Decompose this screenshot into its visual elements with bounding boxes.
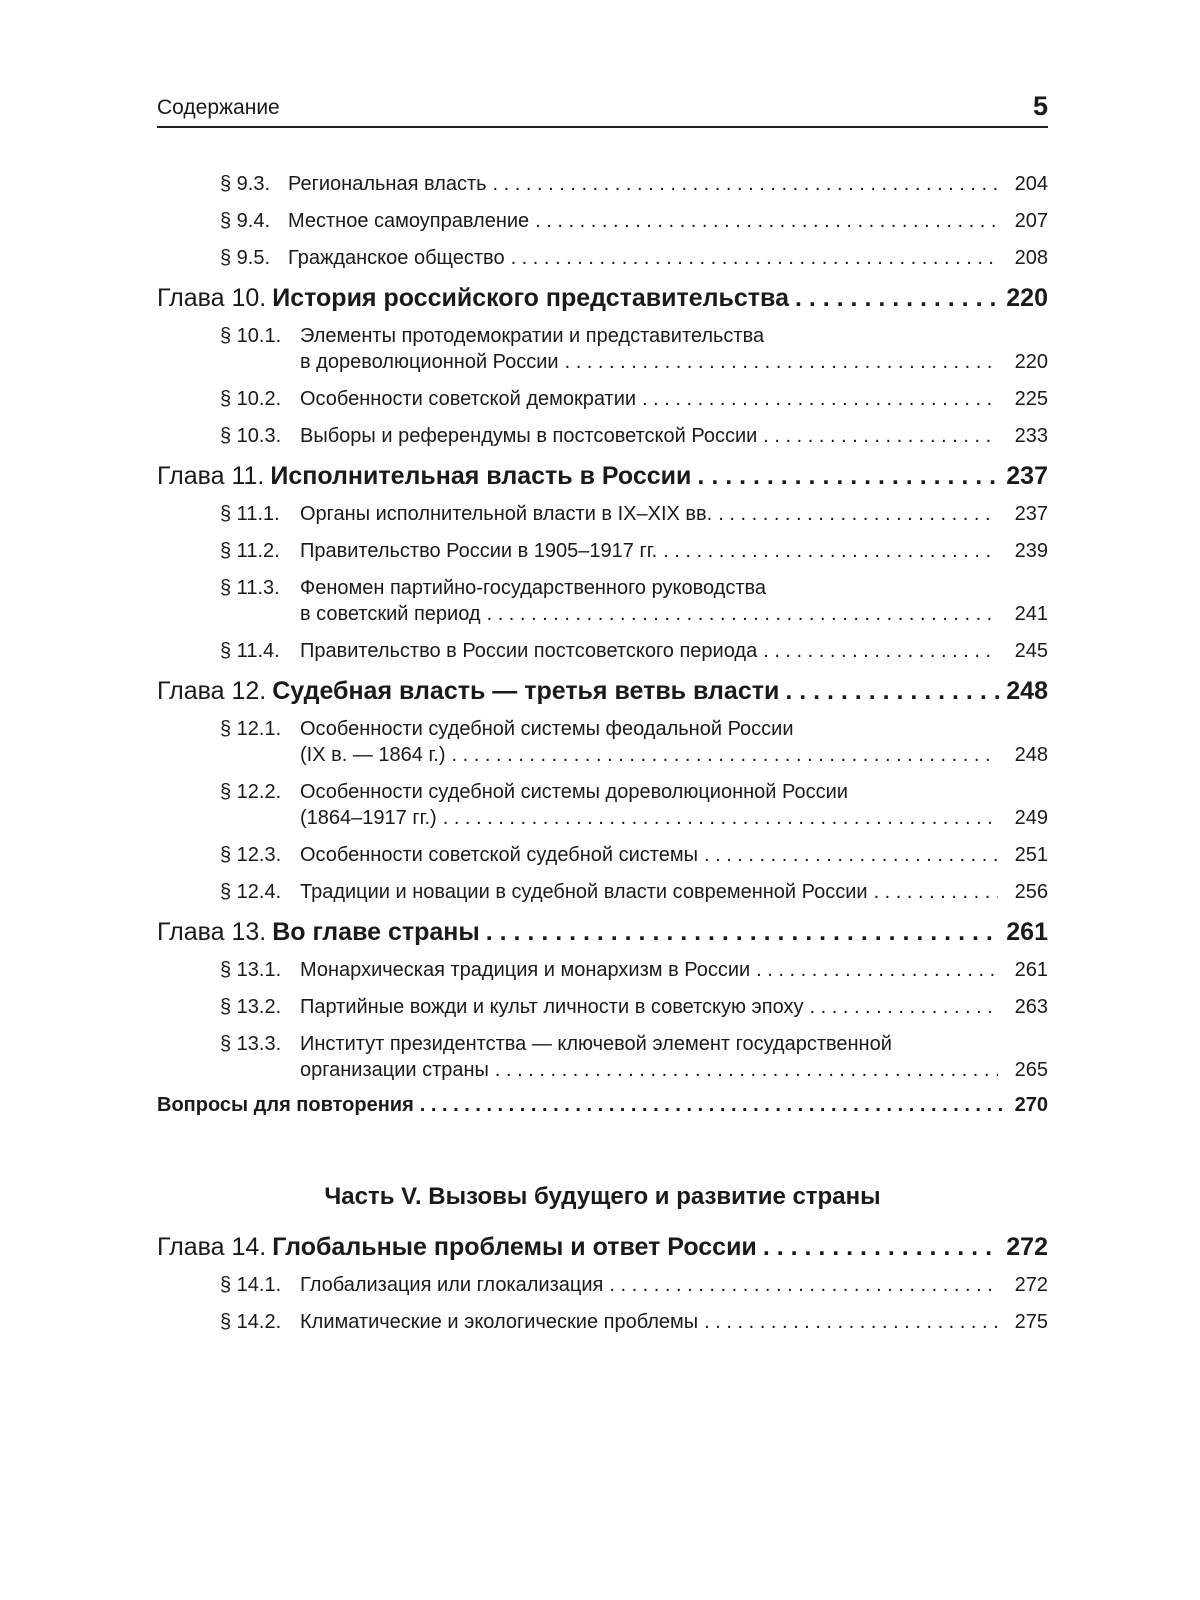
section-number: § 12.2. <box>220 781 282 803</box>
section-number: § 10.2. <box>220 388 282 410</box>
section-title: Особенности советской судебной системы <box>300 844 698 866</box>
dot-leader <box>565 351 998 374</box>
dot-leader <box>795 284 1000 313</box>
dot-leader <box>704 1311 998 1334</box>
section-title-line2: в советский период <box>300 603 481 625</box>
toc-section-9-3[interactable] <box>220 173 1048 196</box>
section-title-line2: организации страны <box>300 1059 489 1081</box>
chapter-title: Глобальные проблемы и ответ России <box>272 1233 757 1261</box>
toc-chapter-10[interactable] <box>157 284 1048 313</box>
dot-leader <box>420 1094 1009 1117</box>
section-page: 204 <box>1014 173 1048 195</box>
dot-leader <box>874 881 998 904</box>
toc-section-9-4[interactable] <box>220 210 1048 233</box>
chapter-label: Глава 10. <box>157 284 267 312</box>
section-number: § 9.5. <box>220 247 271 269</box>
section-page: 272 <box>1014 1274 1048 1296</box>
section-number: § 11.3. <box>220 577 280 599</box>
section-title-line1: Институт президентства — ключевой элемент государственной <box>300 1033 892 1055</box>
dot-leader <box>718 503 998 526</box>
toc-section-12-4[interactable] <box>220 881 1048 904</box>
toc-section-11-1[interactable] <box>220 503 1048 526</box>
section-title: Глобализация или глокализация <box>300 1274 604 1296</box>
toc-section-11-3[interactable] <box>220 577 1048 626</box>
toc-section-10-3[interactable] <box>220 425 1048 448</box>
section-title: Выборы и референдумы в постсоветской России <box>300 425 758 447</box>
section-title: Особенности советской демократии <box>300 388 637 410</box>
toc-section-13-2[interactable] <box>220 996 1048 1019</box>
dot-leader <box>487 603 998 626</box>
section-title: Органы исполнительной власти в IX–XIX вв. <box>300 503 713 525</box>
toc-section-14-1[interactable] <box>220 1274 1048 1297</box>
section-title-line1: Особенности судебной системы феодальной России <box>300 718 794 740</box>
chapter-page: 248 <box>1006 677 1048 705</box>
toc-section-10-2[interactable] <box>220 388 1048 411</box>
running-title: Содержание <box>157 96 280 119</box>
dot-leader <box>763 425 998 448</box>
section-number: § 9.3. <box>220 173 271 195</box>
section-page: 237 <box>1014 503 1048 525</box>
dot-leader <box>452 744 998 767</box>
page-number: 5 <box>1032 91 1048 121</box>
chapter-page: 261 <box>1006 918 1048 946</box>
section-number: § 14.2. <box>220 1311 282 1333</box>
section-title: Монархическая традиция и монархизм в России <box>300 959 751 981</box>
section-page: 261 <box>1014 959 1048 981</box>
page-header <box>157 92 1048 128</box>
section-title-line2: (1864–1917 гг.) <box>300 807 437 829</box>
section-number: § 13.1. <box>220 959 282 981</box>
section-number: § 14.1. <box>220 1274 282 1296</box>
dot-leader <box>809 996 998 1019</box>
section-page: 245 <box>1014 640 1048 662</box>
dot-leader <box>486 918 1001 947</box>
dot-leader <box>763 640 998 663</box>
section-title: Гражданское общество <box>288 247 505 269</box>
dot-leader <box>756 959 998 982</box>
toc-section-12-2[interactable] <box>220 781 1048 830</box>
chapter-label: Глава 12. <box>157 677 267 705</box>
section-number: § 10.3. <box>220 425 282 447</box>
section-number: § 9.4. <box>220 210 271 232</box>
dot-leader <box>609 1274 998 1297</box>
section-number: § 11.4. <box>220 640 280 662</box>
section-title: Правительство России в 1905–1917 гг. <box>300 540 658 562</box>
section-number: § 10.1. <box>220 325 282 347</box>
chapter-label: Глава 11. <box>157 462 265 490</box>
section-number: § 11.2. <box>220 540 280 562</box>
toc-section-12-3[interactable] <box>220 844 1048 867</box>
chapter-label: Глава 13. <box>157 918 267 946</box>
dot-leader <box>663 540 998 563</box>
toc-section-11-2[interactable] <box>220 540 1048 563</box>
dot-leader <box>642 388 998 411</box>
dot-leader <box>704 844 998 867</box>
chapter-title: Исполнительная власть в России <box>270 462 692 490</box>
chapter-page: 272 <box>1006 1233 1048 1261</box>
toc-chapter-11[interactable] <box>157 462 1048 491</box>
section-title-line1: Особенности судебной системы дореволюционной России <box>300 781 848 803</box>
chapter-page: 220 <box>1006 284 1048 312</box>
dot-leader <box>763 1233 1000 1262</box>
section-title: Региональная власть <box>288 173 487 195</box>
section-page: 239 <box>1014 540 1048 562</box>
section-number: § 12.1. <box>220 718 282 740</box>
section-page: 265 <box>1014 1059 1048 1081</box>
chapter-title: Судебная власть — третья ветвь власти <box>272 677 780 705</box>
toc-chapter-12[interactable] <box>157 677 1048 706</box>
section-page: 207 <box>1014 210 1048 232</box>
toc-chapter-13[interactable] <box>157 918 1048 947</box>
section-page: 241 <box>1014 603 1048 625</box>
review-title: Вопросы для повторения <box>157 1094 414 1116</box>
section-page: 208 <box>1014 247 1048 269</box>
section-title: Правительство в России постсоветского периода <box>300 640 758 662</box>
section-page: 249 <box>1014 807 1048 829</box>
section-page: 251 <box>1014 844 1048 866</box>
toc-section-11-4[interactable] <box>220 640 1048 663</box>
toc-review-questions[interactable] <box>157 1094 1048 1117</box>
chapter-title: Во главе страны <box>272 918 480 946</box>
section-page: 275 <box>1014 1311 1048 1333</box>
dot-leader <box>443 807 998 830</box>
chapter-label: Глава 14. <box>157 1233 267 1261</box>
toc-section-13-3[interactable] <box>220 1033 1048 1082</box>
section-number: § 12.4. <box>220 881 282 903</box>
dot-leader <box>493 173 998 196</box>
toc-section-14-2[interactable] <box>220 1311 1048 1334</box>
section-number: § 11.1. <box>220 503 280 525</box>
section-page: 225 <box>1014 388 1048 410</box>
section-page: 248 <box>1014 744 1048 766</box>
section-page: 256 <box>1014 881 1048 903</box>
section-title: Местное самоуправление <box>288 210 530 232</box>
section-title: Климатические и экологические проблемы <box>300 1311 699 1333</box>
section-title-line2: (IX в. — 1864 г.) <box>300 744 446 766</box>
section-page: 263 <box>1014 996 1048 1018</box>
section-number: § 13.3. <box>220 1033 282 1055</box>
section-title-line1: Элементы протодемократии и представительства <box>300 325 765 347</box>
dot-leader <box>697 462 1000 491</box>
review-page: 270 <box>1014 1094 1048 1116</box>
dot-leader <box>511 247 998 270</box>
chapter-title: История российского представительства <box>272 284 789 312</box>
section-number: § 12.3. <box>220 844 282 866</box>
section-page: 233 <box>1014 425 1048 447</box>
section-number: § 13.2. <box>220 996 282 1018</box>
chapter-page: 237 <box>1006 462 1048 490</box>
section-title-line1: Феномен партийно-государственного руководства <box>300 577 767 599</box>
toc-section-9-5[interactable] <box>220 247 1048 270</box>
section-title: Традиции и новации в судебной власти современной России <box>300 881 868 903</box>
toc-section-10-1[interactable] <box>220 325 1048 374</box>
section-title: Партийные вожди и культ личности в советскую эпоху <box>300 996 804 1018</box>
table-of-contents <box>157 173 1048 1348</box>
section-page: 220 <box>1014 351 1048 373</box>
toc-section-13-1[interactable] <box>220 959 1048 982</box>
dot-leader <box>495 1059 998 1082</box>
section-title-line2: в дореволюционной России <box>300 351 559 373</box>
dot-leader <box>535 210 998 233</box>
dot-leader <box>785 677 1000 706</box>
toc-section-12-1[interactable] <box>220 718 1048 767</box>
toc-chapter-14[interactable] <box>157 1233 1048 1262</box>
toc-part-5-heading[interactable]: Часть V. Вызовы будущего и развитие страны <box>324 1183 881 1210</box>
